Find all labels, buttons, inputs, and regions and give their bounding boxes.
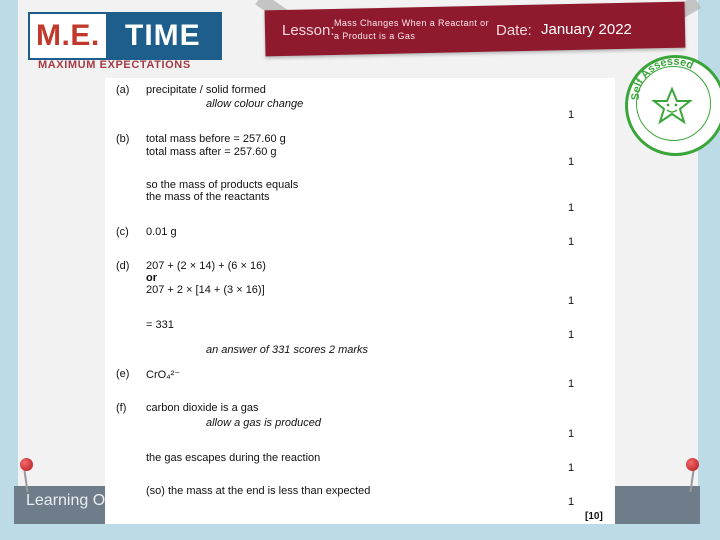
part-a-note: allow colour change	[206, 98, 304, 110]
part-b-mark2: 1	[568, 202, 575, 214]
logo-me: M.E.	[36, 19, 100, 52]
part-b-mark1: 1	[568, 156, 575, 168]
part-b-line3: so the mass of products equals	[146, 179, 299, 191]
part-b-line4: the mass of the reactants	[146, 191, 270, 203]
part-d-line2: 207 + 2 × [14 + (3 × 16)]	[146, 284, 265, 296]
learning-objectives-label: Learning O	[26, 492, 106, 509]
logo-time: TIME	[106, 14, 220, 58]
lesson-title: Mass Changes When a Reactant or a Product is a Gas	[334, 18, 489, 41]
stamp-graphic	[625, 55, 720, 150]
part-c-label: (c)	[116, 226, 129, 238]
part-f-line3: (so) the mass at the end is less than expected	[146, 485, 371, 497]
part-f-line2: the gas escapes during the reaction	[146, 452, 321, 464]
part-f-mark3: 1	[568, 496, 575, 508]
part-e-answer: CrO₄²⁻	[146, 369, 181, 381]
date-label: Date:	[496, 22, 532, 39]
part-d-note: an answer of 331 scores 2 marks	[206, 344, 369, 356]
part-d-or: or	[146, 272, 157, 284]
logo-tagline: MAXIMUM EXPECTATIONS	[38, 59, 191, 71]
part-a-label: (a)	[116, 84, 130, 96]
part-d-line1: 207 + (2 × 14) + (6 × 16)	[146, 260, 266, 272]
pin-left-icon	[20, 458, 33, 471]
lesson-label: Lesson:	[282, 22, 335, 39]
part-f-note: allow a gas is produced	[206, 417, 321, 429]
part-d-label: (d)	[116, 260, 130, 272]
pin-right-icon	[686, 458, 699, 471]
self-assessed-stamp	[625, 55, 720, 156]
part-c-mark: 1	[568, 236, 575, 248]
part-a-mark: 1	[568, 109, 575, 121]
part-c-answer: 0.01 g	[146, 226, 177, 238]
part-f-mark1: 1	[568, 428, 575, 440]
part-d-mark2: 1	[568, 329, 575, 341]
total-marks: [10]	[585, 511, 603, 522]
part-d-line3: = 331	[146, 319, 174, 331]
svg-text:Self Assessed	[629, 56, 695, 101]
part-f-label: (f)	[116, 402, 127, 414]
part-f-mark2: 1	[568, 462, 575, 474]
part-b-label: (b)	[116, 133, 130, 145]
date-value: January 2022	[541, 21, 632, 38]
logo	[28, 12, 222, 60]
part-b-line1: total mass before = 257.60 g	[146, 133, 286, 145]
part-e-label: (e)	[116, 368, 130, 380]
part-e-mark: 1	[568, 378, 575, 390]
stamp-text: Self Assessed	[629, 55, 696, 101]
star-icon	[654, 89, 690, 122]
part-d-mark1: 1	[568, 295, 575, 307]
part-f-line1: carbon dioxide is a gas	[146, 402, 259, 414]
part-b-line2: total mass after = 257.60 g	[146, 146, 277, 158]
part-a-answer: precipitate / solid formed	[146, 84, 266, 96]
